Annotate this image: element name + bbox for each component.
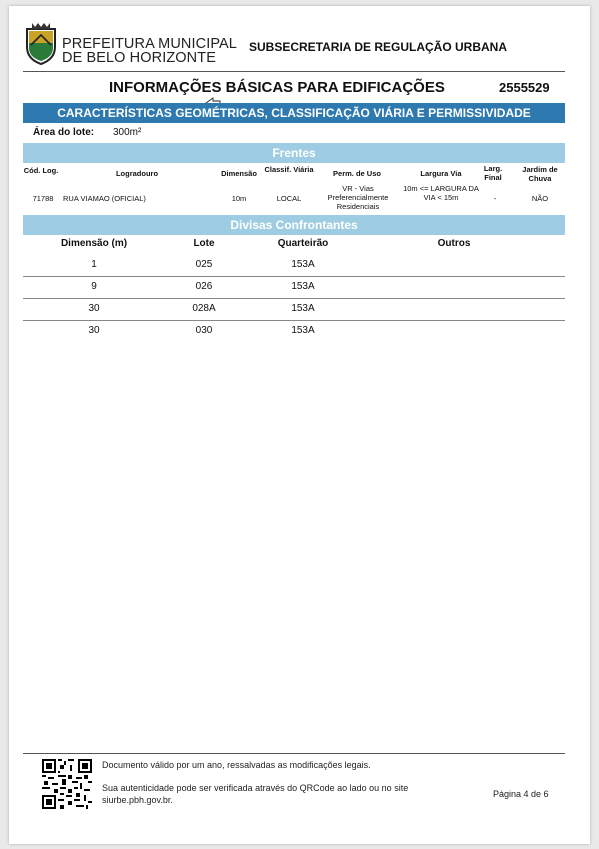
- footer-validity-text: Documento válido por um ano, ressalvadas as modificações legais.: [102, 760, 371, 770]
- coat-of-arms-logo: [23, 21, 59, 65]
- org-name-line1: PREFEITURA MUNICIPAL: [62, 36, 237, 52]
- cell-larg-final: -: [493, 194, 497, 203]
- divisa-row-3-quarteirao: 153A: [291, 303, 315, 314]
- area-value: 300m²: [113, 127, 142, 138]
- header-jardim-chuva: Jardim de Chuva: [522, 165, 558, 183]
- header-perm-uso: Perm. de Uso: [333, 169, 381, 178]
- divisa-row-4-dimensao: 30: [88, 325, 100, 336]
- header-divider: [23, 71, 565, 72]
- footer-verification-text: Sua autenticidade pode ser verificada através do QRCode ao lado ou no site: [102, 783, 409, 793]
- header-outros: Outros: [437, 238, 471, 249]
- header-larg-final: Larg. Final: [483, 164, 503, 182]
- cell-logradouro: RUA VIAMAO (OFICIAL): [63, 194, 146, 203]
- header-quarteirao: Quarteirão: [277, 238, 329, 249]
- row-divider: [23, 298, 565, 299]
- header-classif-viaria: Classif. Viária: [264, 165, 314, 174]
- section-title-bar: CARACTERÍSTICAS GEOMÉTRICAS, CLASSIFICAÇÃO VIÁRIA E PERMISSIVIDADE: [23, 103, 565, 123]
- footer-site-link[interactable]: siurbe.pbh.gov.br.: [102, 795, 173, 805]
- header-cod-log: Cód. Log.: [23, 166, 59, 175]
- subsecretaria-title: SUBSECRETARIA DE REGULAÇÃO URBANA: [249, 40, 508, 54]
- divisa-row-1-lote: 025: [195, 259, 213, 270]
- qr-code-icon: [42, 759, 92, 809]
- divisa-row-3-lote: 028A: [192, 303, 216, 314]
- divisa-row-1-quarteirao: 153A: [291, 259, 315, 270]
- cell-dimensao: 10m: [231, 194, 247, 203]
- area-label: Área do lote:: [33, 127, 95, 138]
- divisa-row-2-dimensao: 9: [91, 281, 97, 292]
- row-divider: [23, 276, 565, 277]
- page-number: Página 4 de 6: [493, 789, 549, 799]
- header-logradouro: Logradouro: [115, 169, 159, 178]
- divisa-row-1-dimensao: 1: [91, 259, 97, 270]
- divisa-row-2-quarteirao: 153A: [291, 281, 315, 292]
- divisa-row-4-quarteirao: 153A: [291, 325, 315, 336]
- divisa-row-4-lote: 030: [195, 325, 213, 336]
- cell-perm-uso: VR - Vias Preferencialmente Residenciais: [327, 184, 389, 211]
- header-dimensao-m: Dimensão (m): [60, 238, 128, 249]
- document-title: INFORMAÇÕES BÁSICAS PARA EDIFICAÇÕES: [109, 79, 445, 96]
- cell-largura-via: 10m <= LARGURA DA VIA < 15m: [403, 184, 479, 202]
- divisa-row-3-dimensao: 30: [88, 303, 100, 314]
- cell-cod-log: 71788: [32, 194, 54, 203]
- row-divider: [23, 320, 565, 321]
- org-name-line2: DE BELO HORIZONTE: [62, 50, 216, 66]
- document-number: 2555529: [499, 80, 550, 95]
- cell-classif-viaria: LOCAL: [276, 194, 302, 203]
- header-dimensao: Dimensão: [221, 169, 257, 178]
- divisas-title-bar: Divisas Confrontantes: [23, 215, 565, 235]
- document-page: [9, 6, 590, 844]
- footer-divider: [23, 753, 565, 754]
- frentes-title-bar: Frentes: [23, 143, 565, 163]
- header-lote: Lote: [193, 238, 215, 249]
- cell-jardim-chuva: NÃO: [531, 194, 549, 203]
- header-largura-via: Largura Via: [420, 169, 462, 178]
- divisa-row-2-lote: 026: [195, 281, 213, 292]
